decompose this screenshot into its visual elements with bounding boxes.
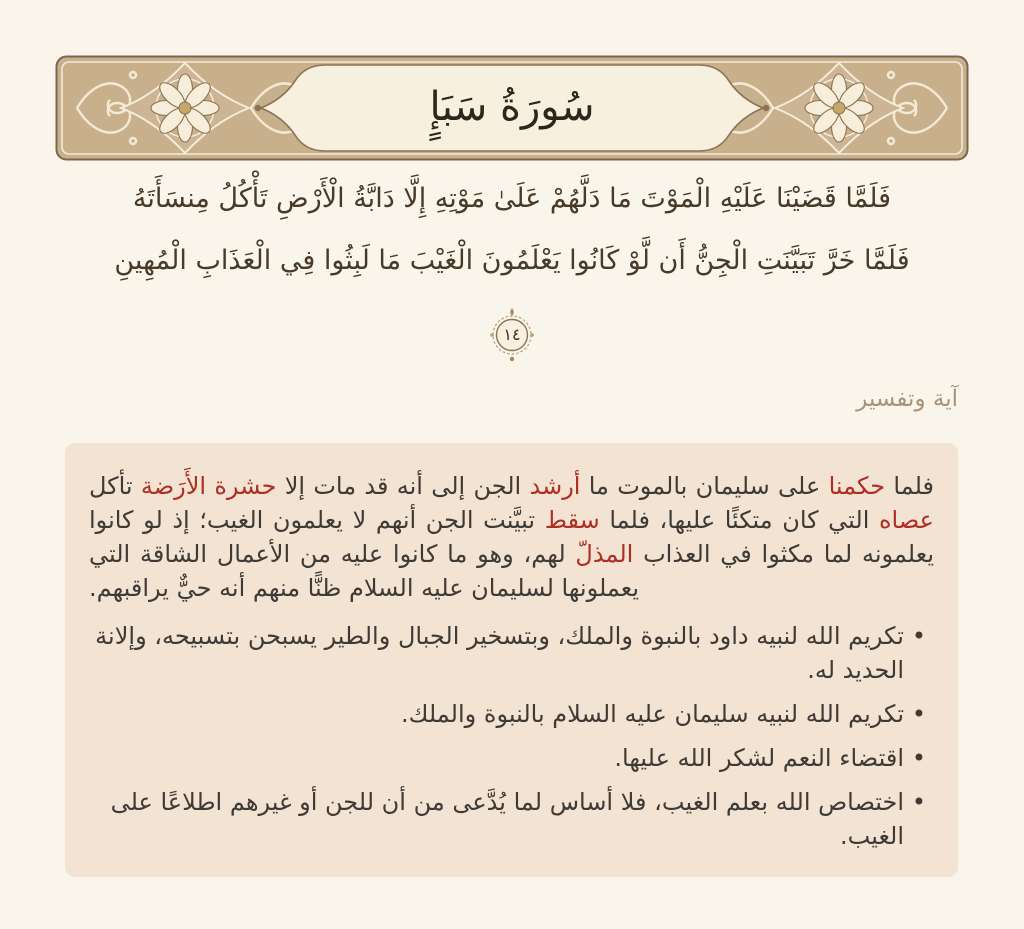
verse-number: ١٤ xyxy=(503,325,521,344)
surah-header-frame xyxy=(55,55,969,161)
tafsir-point: • اختصاص الله بعلم الغيب، فلا أساس لما يُدَّعى من أن للجن أو غيرهم اطلاعًا على الغيب. xyxy=(89,785,934,853)
paragraph-text: لهم، وهو ما كانوا عليه من الأعمال الشاقة التي يعملونها لسليمان عليه السلام ظنًّا منهم أنه حيٌّ يراقبهم. xyxy=(89,540,640,602)
paragraph-text: على سليمان بالموت ما xyxy=(580,472,829,500)
paragraph-text: تبيَّنت الجن أنهم لا يعلمون الغيب؛ إذ لو كانوا يعلمونه لما مكثوا في العذاب xyxy=(89,506,935,568)
highlighted-word: المذلّ xyxy=(575,540,634,568)
highlighted-word: عصاه xyxy=(878,506,935,534)
tafsir-paragraph xyxy=(89,469,934,605)
tafsir-points xyxy=(89,619,934,853)
paragraph-text: التي كان متكئًا عليها، فلما xyxy=(599,506,879,534)
tafsir-point: • اقتضاء النعم لشكر الله عليها. xyxy=(89,741,934,775)
verse-line-2: فَلَمَّا خَرَّ تَبَيَّنَتِ الْجِنُّ أَن لَّوْ كَانُوا يَعْلَمُونَ الْغَيْبَ مَا لَبِثُوا فِي الْعَذَابِ الْمُهِينِ xyxy=(114,245,910,276)
highlighted-word: حشرة الأَرَضة xyxy=(140,472,277,500)
section-label: آية وتفسير xyxy=(856,386,958,412)
tafsir-box xyxy=(65,443,958,877)
quran-verse xyxy=(24,168,1000,292)
paragraph-text: فلما xyxy=(885,472,934,500)
tafsir-point: • تكريم الله لنبيه داود بالنبوة والملك، وبتسخير الجبال والطير يسبحن بتسبيحه، وإلانة الحديد له. xyxy=(89,619,934,687)
verse-number-ornament xyxy=(488,306,536,364)
verse-line-1: فَلَمَّا قَضَيْنَا عَلَيْهِ الْمَوْتَ مَا دَلَّهُمْ عَلَىٰ مَوْتِهِ إِلَّا دَابَّةُ الْأَرْضِ تَأْكُلُ مِنسَأَتَهُ xyxy=(132,183,892,214)
highlighted-word: سقط xyxy=(544,506,600,534)
surah-title: سُورَةُ سَبَإٍ xyxy=(429,84,595,130)
tafsir-point: • تكريم الله لنبيه سليمان عليه السلام بالنبوة والملك. xyxy=(89,697,934,731)
highlighted-word: حكمنا xyxy=(828,472,886,500)
highlighted-word: أرشد xyxy=(529,472,581,500)
paragraph-text: الجن إلى أنه قد مات إلا xyxy=(276,472,530,500)
paragraph-text: تأكل xyxy=(89,472,141,500)
